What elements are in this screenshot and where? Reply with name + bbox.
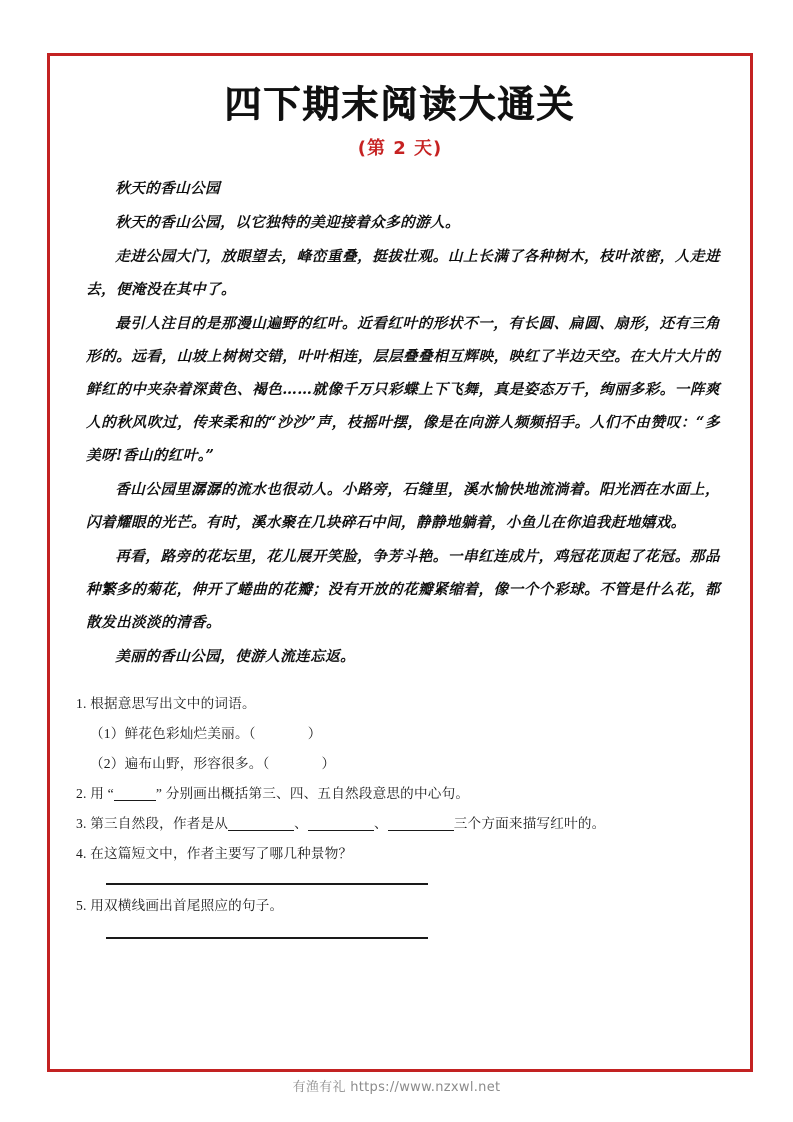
question-1-item-2-close: ） bbox=[321, 756, 336, 772]
question-3-after: 三个方面来描写红叶的。 bbox=[453, 816, 606, 832]
questions-section bbox=[76, 689, 724, 939]
question-1-text: 根据意思写出文中的词语。 bbox=[90, 696, 256, 712]
question-5-answer-line[interactable] bbox=[106, 937, 428, 939]
passage-paragraph-2: 走进公园大门，放眼望去，峰峦重叠，挺拔壮观。山上长满了各种树木，枝叶浓密，人走进去，便淹没在其中了。 bbox=[86, 248, 720, 299]
passage-paragraph-4: 香山公园里潺潺的流水也很动人。小路旁，石缝里，溪水愉快地流淌着。阳光洒在水面上，闪着耀眼的光芒。有时，溪水聚在几块碎石中间，静静地躺着，小鱼儿在你追我赶地嬉戏。 bbox=[86, 481, 720, 532]
passage-paragraph-1: 秋天的香山公园，以它独特的美迎接着众多的游人。 bbox=[115, 214, 461, 232]
question-2-number: 2. bbox=[76, 786, 87, 802]
question-4-number: 4. bbox=[76, 846, 87, 862]
question-1-item-1 bbox=[76, 719, 720, 749]
question-4-text: 在这篇短文中，作者主要写了哪几种景物？ bbox=[90, 846, 353, 862]
question-3-blank-3[interactable] bbox=[388, 830, 454, 831]
passage-heading: 秋天的香山公园 bbox=[115, 180, 221, 198]
question-5-number: 5. bbox=[76, 898, 87, 914]
question-1-item-2 bbox=[76, 749, 720, 779]
question-1-item-2-text: 遍布山野，形容很多。（ bbox=[124, 756, 270, 772]
footer-watermark: 有渔有礼 https://www.nzxwl.net bbox=[292, 1080, 501, 1095]
passage-paragraph-5: 再看，路旁的花坛里，花儿展开笑脸，争芳斗艳。一串红连成片，鸡冠花顶起了花冠。那品种繁多的菊花，伸开了蜷曲的花瓣；没有开放的花瓣紧缩着，像一个个彩球。不管是什么花，都散发出淡淡的清香。 bbox=[86, 548, 720, 632]
page-title: 四下期末阅读大通关 bbox=[224, 83, 576, 126]
question-4 bbox=[76, 839, 720, 869]
page-border-frame bbox=[47, 53, 753, 1072]
page-content bbox=[50, 56, 750, 1069]
question-3-number: 3. bbox=[76, 816, 87, 832]
title-block bbox=[76, 82, 724, 160]
question-2-after: ” 分别画出概括第三、四、五自然段意思的中心句。 bbox=[155, 786, 470, 802]
question-1 bbox=[76, 689, 720, 719]
question-4-answer-line[interactable] bbox=[106, 883, 428, 885]
question-3 bbox=[76, 809, 720, 839]
passage-paragraph-3: 最引人注目的是那漫山遍野的红叶。近看红叶的形状不一，有长圆、扁圆、扇形，还有三角形的。远看，山坡上树树交错，叶叶相连，层层叠叠相互辉映，映红了半边天空。在大片大片的鲜红的中夹杂着深黄色、褐色……就像千万只彩蝶上下飞舞，真是姿态万千，绚丽多彩。一阵爽人的秋风吹过，传来柔和的“沙沙”声，枝摇叶摆，像是在向游人频频招手。人们不由赞叹：“多美呀!香山的红叶。” bbox=[86, 315, 720, 465]
passage-paragraph-6: 美丽的香山公园，使游人流连忘返。 bbox=[115, 648, 356, 666]
question-1-item-1-text: 鲜花色彩灿烂美丽。（ bbox=[124, 726, 256, 742]
question-3-before: 第三自然段，作者是从 bbox=[90, 816, 229, 832]
question-1-number: 1. bbox=[76, 696, 87, 712]
question-2 bbox=[76, 779, 720, 809]
question-1-item-2-label: （2） bbox=[90, 756, 125, 772]
page-subtitle: (第 2 天) bbox=[357, 138, 443, 160]
reading-passage bbox=[76, 172, 724, 673]
question-3-sep-1: 、 bbox=[294, 816, 308, 832]
question-5 bbox=[76, 891, 720, 921]
question-3-blank-1[interactable] bbox=[228, 830, 294, 831]
question-2-underline-sample bbox=[114, 800, 156, 801]
question-1-item-1-label: （1） bbox=[90, 726, 125, 742]
question-5-text: 用双横线画出首尾照应的句子。 bbox=[90, 898, 284, 914]
question-2-before: 用 “ bbox=[90, 786, 114, 802]
question-3-sep-2: 、 bbox=[373, 816, 388, 832]
question-3-blank-2[interactable] bbox=[308, 830, 374, 831]
question-1-item-1-close: ） bbox=[307, 726, 322, 742]
